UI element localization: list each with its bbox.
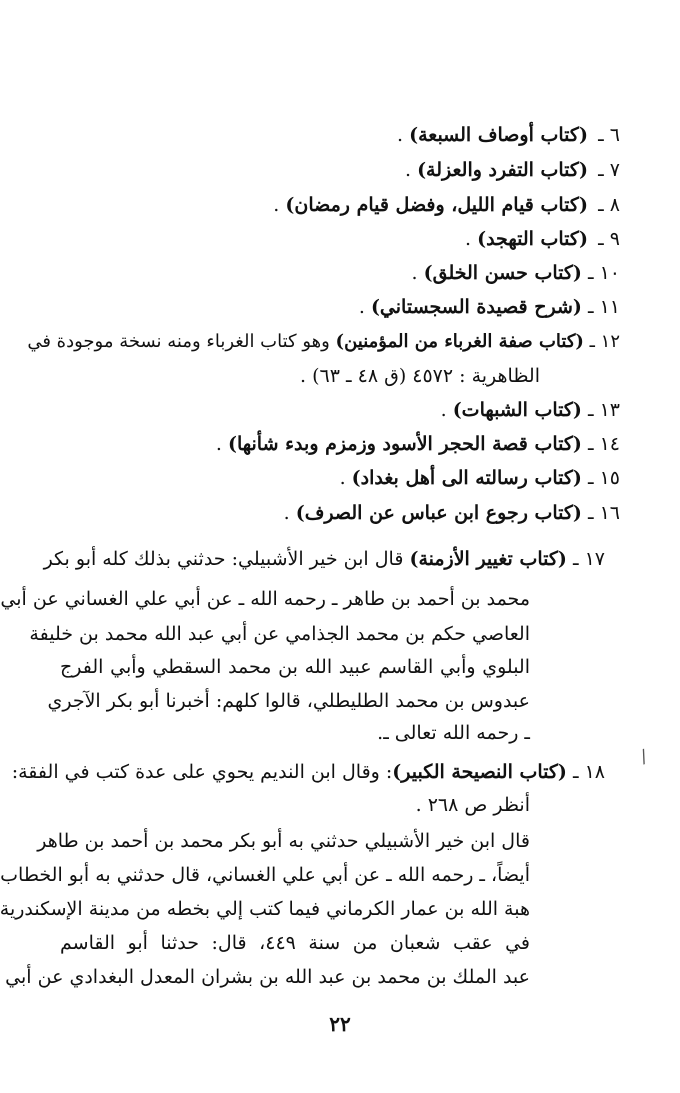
list-item: ١٣ ـ (كتاب الشبهات) . — [440, 399, 620, 421]
paragraph-line: أنظر ص ٢٦٨ . — [415, 794, 530, 816]
paragraph-line: أيضاً، ـ رحمه الله ـ عن أبي علي الغساني، قال حدثني به أبو الخطاب — [0, 864, 530, 886]
list-item: ١٤ ـ (كتاب قصة الحجر الأسود وزمزم وبدء شأنها) . — [215, 433, 620, 455]
list-item: ١٢ ـ (كتاب صفة الغرباء من المؤمنين) وهو كتاب الغرباء ومنه نسخة موجودة في — [27, 331, 620, 352]
list-item: ١٠ ـ (كتاب حسن الخلق) . — [411, 262, 620, 284]
paragraph-line: هبة الله بن عمار الكرماني فيما كتب إلي بخطه من مدينة الإسكندرية — [0, 898, 530, 920]
book-title: (كتاب الشبهات) — [452, 399, 582, 421]
pencil-mark-icon: / — [637, 745, 651, 768]
list-item: ١٨ ـ (كتاب النصيحة الكبير): وقال ابن النديم يحوي على عدة كتب في الفقة: — [11, 761, 605, 783]
page-number: ٢٢ — [329, 1012, 351, 1036]
list-item: ٦ ـ (كتاب أوصاف السبعة) . — [397, 124, 620, 146]
list-item: ٩ ـ (كتاب التهجد) . — [465, 228, 620, 250]
list-item: ١١ ـ (شرح قصيدة السجستاني) . — [358, 296, 620, 318]
book-title: (كتاب رسالته الى أهل بغداد) — [351, 467, 582, 489]
paragraph-line: في عقب شعبان من سنة ٤٤٩، قال: حدثنا أبو القاسم — [60, 932, 531, 954]
book-title: (كتاب قيام الليل، وفضل قيام رمضان) — [285, 194, 588, 216]
list-item: ١٦ ـ (كتاب رجوع ابن عباس عن الصرف) . — [283, 502, 620, 524]
book-title: (كتاب رجوع ابن عباس عن الصرف) — [295, 502, 582, 524]
list-item-continuation: الظاهرية : ٤٥٧٢ (ق ٤٨ ـ ٦٣) . — [300, 365, 540, 387]
book-title: (كتاب أوصاف السبعة) — [409, 124, 588, 146]
book-title: (كتاب قصة الحجر الأسود وزمزم وبدء شأنها) — [227, 433, 582, 455]
paragraph-line: البلوي وأبي القاسم عبيد الله بن محمد السقطي وأبي الفرج — [60, 656, 530, 678]
book-title: (شرح قصيدة السجستاني) — [370, 296, 582, 318]
book-title: (كتاب التفرد والعزلة) — [417, 159, 588, 181]
paragraph-line: عبد الملك بن محمد بن عبد الله بن بشران المعدل البغدادي عن أبي — [5, 966, 530, 988]
paragraph-line: ـ رحمه الله تعالى ـ. — [377, 722, 530, 744]
list-item: ١٥ ـ (كتاب رسالته الى أهل بغداد) . — [339, 467, 620, 489]
paragraph-line: عبدوس بن محمد الطليطلي، قالوا كلهم: أخبرنا أبو بكر الآجري — [47, 690, 530, 712]
list-item: ٨ ـ (كتاب قيام الليل، وفضل قيام رمضان) . — [273, 194, 620, 216]
list-item: ١٧ ـ (كتاب تغيير الأزمنة) قال ابن خير الأشبيلي: حدثني بذلك كله أبو بكر — [43, 548, 605, 570]
book-title: (كتاب التهجد) — [477, 228, 588, 250]
list-item: ٧ ـ (كتاب التفرد والعزلة) . — [404, 159, 620, 181]
paragraph-line: العاصي حكم بن محمد الجذامي عن أبي عبد الله محمد بن خليفة — [29, 623, 530, 645]
book-title: (كتاب حسن الخلق) — [423, 262, 582, 284]
book-title: (كتاب تغيير الأزمنة) — [409, 548, 567, 570]
book-title: (كتاب صفة الغرباء من المؤمنين) — [335, 331, 584, 352]
paragraph-line: محمد بن أحمد بن طاهر ـ رحمه الله ـ عن أبي علي الغساني عن أبي — [0, 588, 530, 610]
book-title: (كتاب النصيحة الكبير) — [392, 761, 567, 783]
paragraph-line: قال ابن خير الأشبيلي حدثني به أبو بكر محمد بن أحمد بن طاهر — [37, 830, 530, 852]
